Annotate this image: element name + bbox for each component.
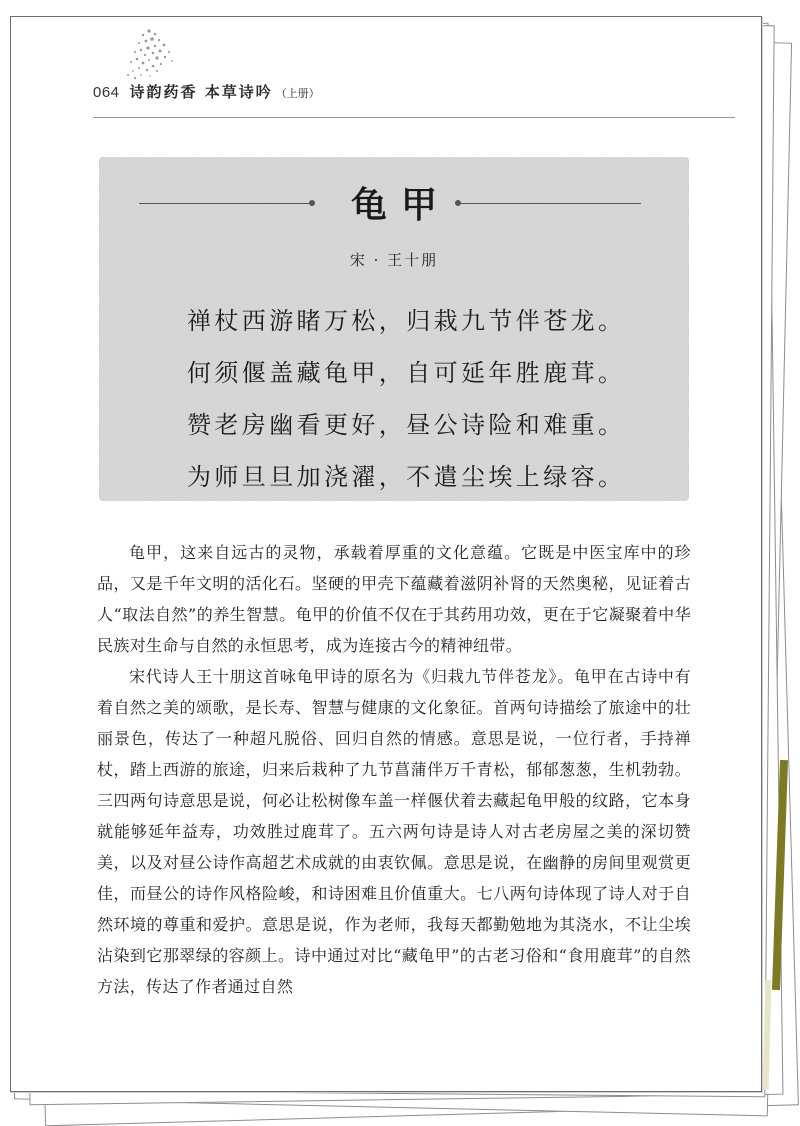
body-paragraph: 宋代诗人王十朋这首咏龟甲诗的原名为《归栽九节伴苍龙》。龟甲在古诗中有着自然之美的颂歌，是长寿、智慧与健康的文化象征。首两句诗描绘了旅途中的壮丽景色，传达了一种超凡脱俗、回归自然的情感。意思是说，一位行者，手持禅杖，踏上西游的旅途，归来后栽种了九节菖蒲伴万千青松，郁郁葱葱，生机勃勃。三四两句诗意思是说，何必让松树像车盖一样偃伏着去藏起龟甲般的纹路，它本身就能够延年益寿，功效胜过鹿茸了。五六两句诗是诗人对古老房屋之美的深切赞美，以及对昼公诗作高超艺术成就的由衷钦佩。意思是说，在幽静的房间里观赏更佳，而昼公的诗作风格险峻，和诗困难且价值重大。七八两句诗体现了诗人对于自然环境的尊重和爱护。意思是说，作为老师，我每天都勤勉地为其浇水，不让尘埃沾染到它那翠绿的容颜上。诗中通过对比“藏龟甲”的古老习俗和“食用鹿茸”的自然方法，传达了作者通过自然 bbox=[97, 667, 691, 996]
poem-line: 何须偃盖藏龟甲，自可延年胜鹿茸。 bbox=[187, 359, 626, 387]
poem-line: 为师旦旦加浇濯，不遣尘埃上绿容。 bbox=[187, 463, 626, 491]
poem-lines bbox=[187, 295, 625, 503]
book-volume: （上册） bbox=[275, 87, 320, 100]
running-header bbox=[93, 81, 320, 105]
poem-line: 赞老房幽看更好，昼公诗险和难重。 bbox=[187, 411, 626, 439]
poem-line: 禅杖西游睹万松，归栽九节伴苍龙。 bbox=[187, 307, 626, 335]
header-rule bbox=[93, 117, 735, 118]
book-title: 诗韵药香 本草诗吟 bbox=[129, 83, 273, 101]
book-page bbox=[10, 16, 762, 1092]
poem-panel bbox=[99, 157, 689, 501]
body-paragraph: 龟甲，这来自远古的灵物，承载着厚重的文化意蕴。它既是中医宝库中的珍品，又是千年文明的活化石。坚硬的甲壳下蕴藏着滋阴补肾的天然奥秘，见证着古人“取法自然”的养生智慧。龟甲的价值不仅在于其药用功效，更在于它凝聚着中华民族对生命与自然的永恒思考，成为连接古今的精神纽带。 bbox=[97, 543, 691, 655]
page-number: 064 bbox=[93, 84, 120, 101]
commentary-text bbox=[97, 537, 691, 1002]
poem-title-row bbox=[99, 173, 689, 233]
poem-author: 宋 · 王十朋 bbox=[349, 251, 439, 269]
poem-title: 龟甲 bbox=[350, 184, 451, 226]
decorative-ornament-icon bbox=[119, 25, 183, 83]
